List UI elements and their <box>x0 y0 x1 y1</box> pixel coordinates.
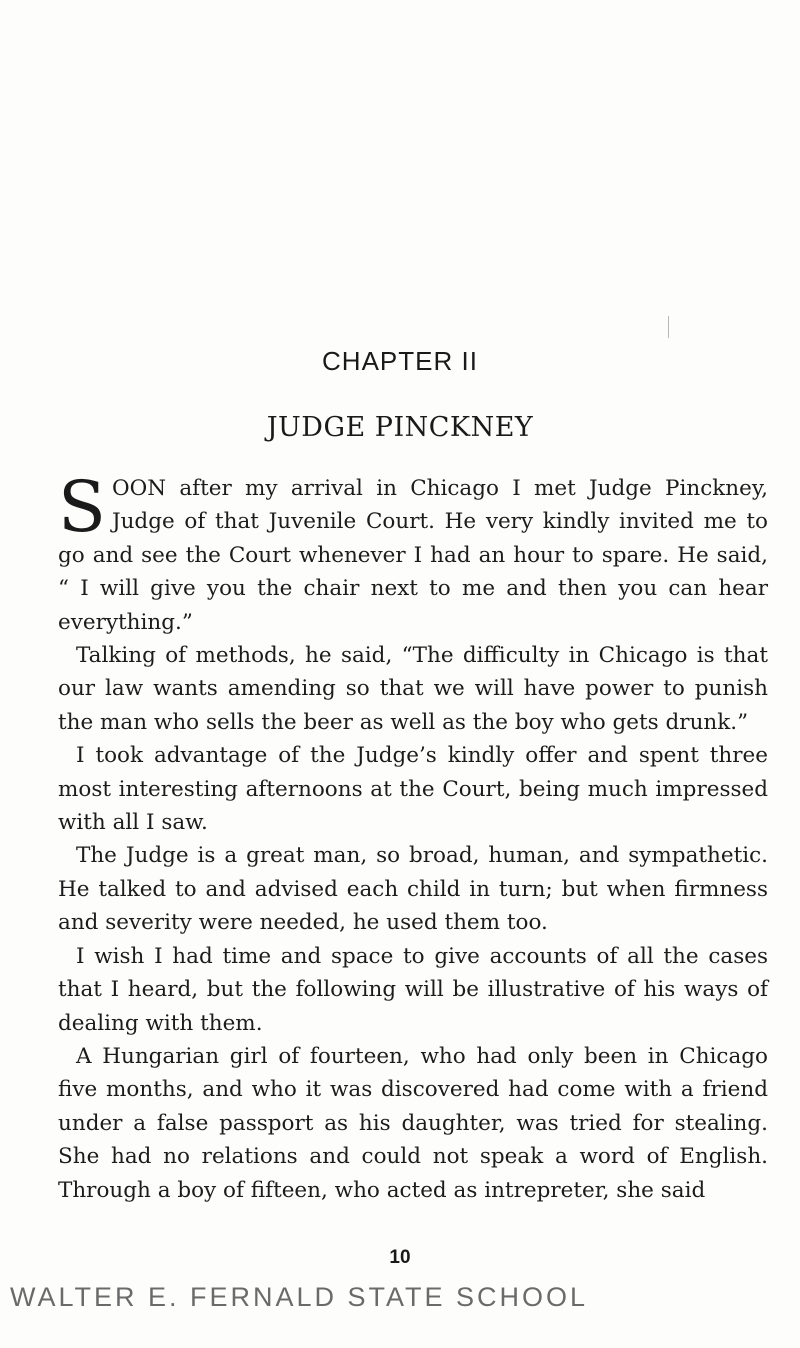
page-number: 10 <box>389 1247 411 1268</box>
library-stamp: WALTER E. FERNALD STATE SCHOOL <box>10 1282 589 1312</box>
paragraph-1-text: OON after my arrival in Chicago I met Judge Pinckney, Judge of that Juvenile Court. He very kindly invited me to go and see the Court whenever I had an hour to spare. He said, “ I will give you the chair next to me and then you can hear everything.” <box>58 476 768 635</box>
chapter-number: CHAPTER II <box>322 346 478 376</box>
paragraph-2: Talking of methods, he said, “The difficulty in Chicago is that our law wants amending so that we will have power to punish the man who sells the beer as well as the boy who gets drunk.” <box>58 643 768 735</box>
paragraph-4: The Judge is a great man, so broad, human, and sympathetic. He talked to and advised each child in turn; but when firmness and severity were needed, he used them too. <box>58 843 768 936</box>
paragraph-6: A Hungarian girl of fourteen, who had only been in Chicago five months, and who it was discovered had come with a friend under a false passport as his daughter, was tried for stealing. She had no relations and could not speak a word of English. Through a boy of fifteen, who acted as intrepreter, she said <box>58 1043 768 1203</box>
scan-mark <box>668 316 669 338</box>
paragraph-5: I wish I had time and space to give accounts of all the cases that I heard, but the following will be illustrative of his ways of dealing with them. <box>58 943 768 1036</box>
paragraph-1 <box>58 466 768 639</box>
drop-cap: S <box>58 466 106 548</box>
chapter-title: JUDGE PINCKNEY <box>266 412 534 443</box>
paragraph-3: I took advantage of the Judge’s kindly offer and spent three most interesting afternoons at the Court, being much impressed with all I saw. <box>58 743 768 836</box>
body-text <box>58 466 768 1207</box>
